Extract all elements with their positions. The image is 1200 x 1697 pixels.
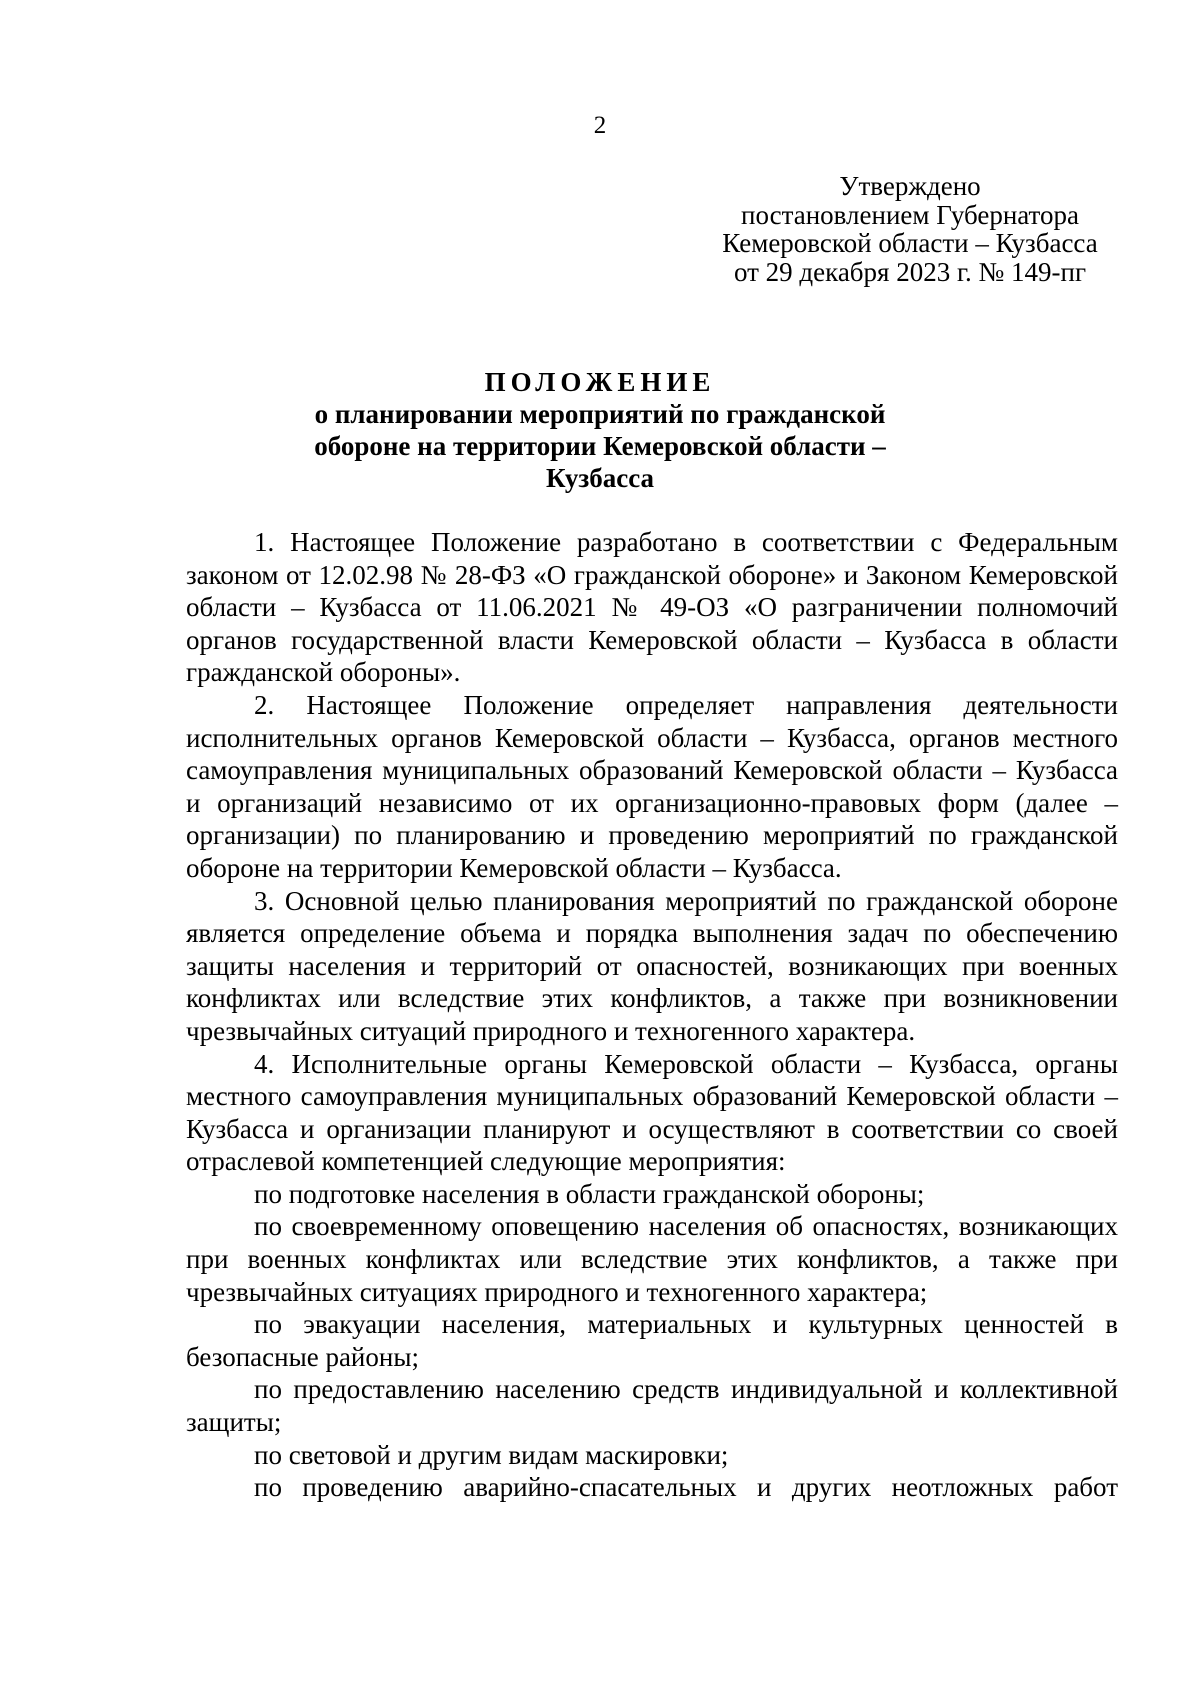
list-item-alerting: по своевременному оповещению населения об опасностях, возникающих при военных конфликтах или вследствие этих конфликтов, а также при чрезвычайных ситуациях природного и техногенного характера;: [186, 1211, 1118, 1307]
document-subtitle-line: обороне на территории Кемеровской области –: [314, 431, 886, 461]
document-title-block: [0, 366, 1200, 494]
document-subtitle-line: Кузбасса: [545, 463, 655, 493]
approval-stamp-block: [700, 172, 1120, 286]
document-subtitle-line: о планировании мероприятий по гражданской: [314, 399, 886, 429]
approval-line-region: Кемеровской области – Кузбасса: [722, 228, 1098, 258]
paragraph-1: 1. Настоящее Положение разработано в соответствии с Федеральным законом от 12.02.98 № 28-ФЗ «О гражданской обороне» и Законом Кемеровской области – Кузбасса от 11.06.2021 № 49-ОЗ «О разграничении полномочий органов государственной власти Кемеровской области – Кузбасса в области гражданской обороны».: [186, 527, 1118, 688]
document-subtitle: [0, 398, 1200, 494]
paragraph-2: 2. Настоящее Положение определяет направления деятельности исполнительных органов Кемеровской области – Кузбасса, органов местного самоуправления муниципальных образований Кемеровской области – Кузбасса и организаций независимо от их организационно-правовых форм (далее – организации) по планированию и проведению мероприятий по гражданской обороне на территории Кемеровской области – Кузбасса.: [186, 689, 1118, 883]
list-item-evacuation: по эвакуации населения, материальных и культурных ценностей в безопасные районы;: [186, 1309, 1118, 1372]
document-body: [186, 526, 1118, 1504]
approval-line-approved: Утверждено: [839, 171, 981, 201]
document-title: ПОЛОЖЕНИЕ: [484, 367, 716, 397]
approval-line-decree: постановлением Губернатора: [741, 199, 1079, 230]
paragraph-4: 4. Исполнительные органы Кемеровской области – Кузбасса, органы местного самоуправления муниципальных образований Кемеровской области – Кузбасса и организации планируют и осуществляют в соответствии со своей отраслевой компетенцией следующие мероприятия:: [186, 1048, 1118, 1177]
list-item-camouflage: по световой и другим видам маскировки;: [254, 1439, 729, 1470]
paragraph-3: 3. Основной целью планирования мероприятий по гражданской обороне является определение объема и порядка выполнения задач по обеспечению защиты населения и территорий от опасностей, возникающих при военных конфликтах или вследствие этих конфликтов, а также при возникновении чрезвычайных ситуаций природного и техногенного характера.: [186, 885, 1118, 1046]
list-item-protection-means: по предоставлению населению средств индивидуальной и коллективной защиты;: [186, 1374, 1118, 1438]
list-item-population-training: по подготовке населения в области гражданской обороны;: [254, 1178, 925, 1209]
list-item-rescue-works: по проведению аварийно-спасательных и других неотложных работ: [254, 1472, 1118, 1503]
approval-line-date-number: от 29 декабря 2023 г. № 149-пг: [733, 256, 1087, 287]
page-number: 2: [593, 112, 607, 139]
